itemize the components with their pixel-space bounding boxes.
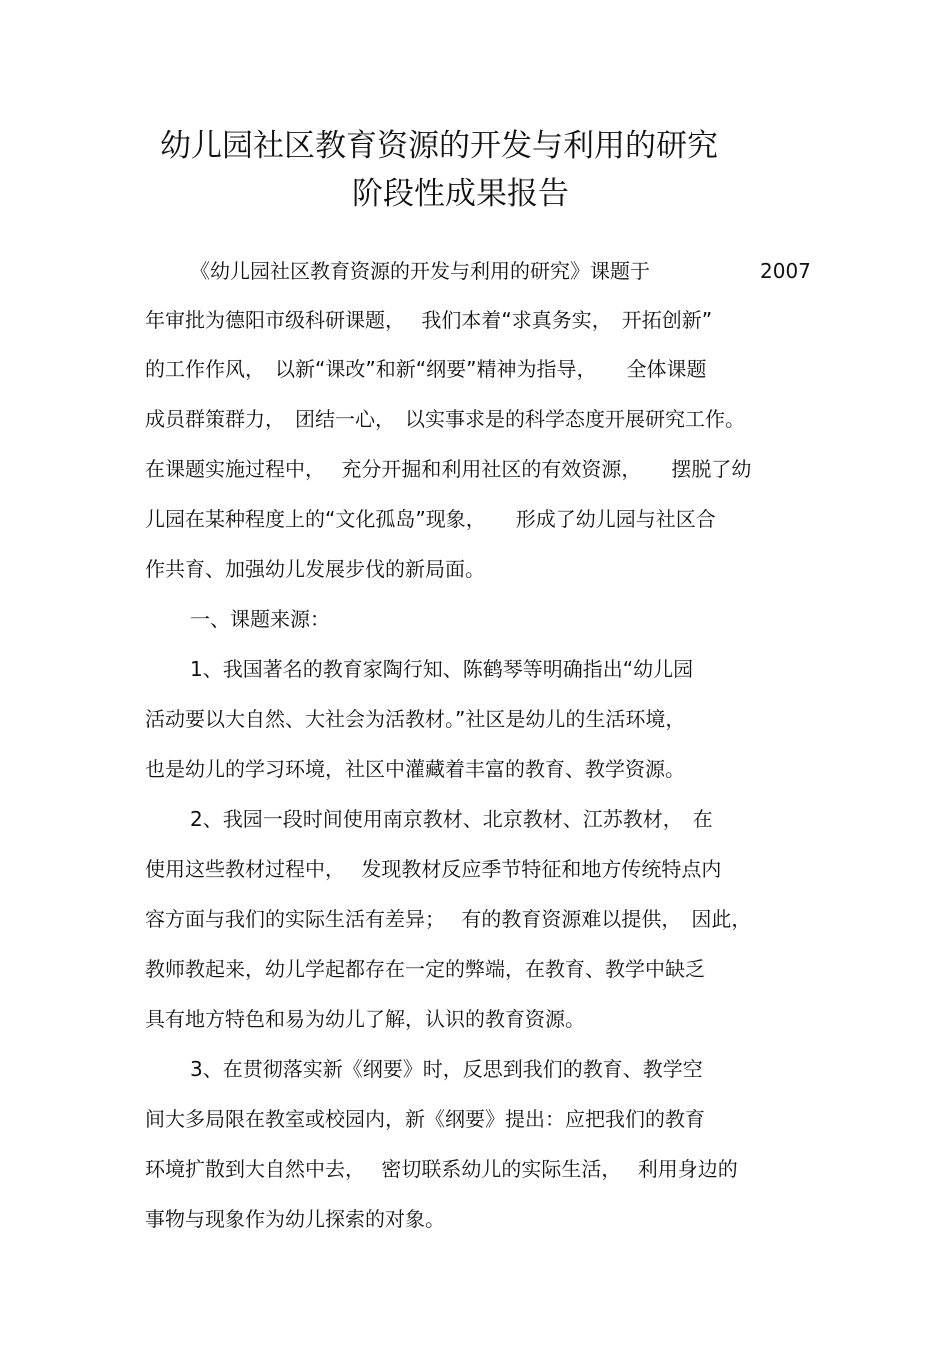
item-3-line-4: 事物与现象作为幼儿探索的对象。 <box>145 1207 445 1231</box>
section-1-heading: 一、课题来源： <box>190 607 330 631</box>
item-1-line-3: 也是幼儿的学习环境，社区中灌藏着丰富的教育、教学资源。 <box>145 757 685 781</box>
item-2-line-1: 2、我园一段时间使用南京教材、北京教材、江苏教材， 在 <box>190 807 713 831</box>
item-1-line-1: 1、我国著名的教育家陶行知、陈鹤琴等明确指出“幼儿园 <box>190 657 694 681</box>
item-1-line-2: 活动要以大自然、大社会为活教材。”社区是幼儿的生活环境， <box>145 707 686 731</box>
intro-line-3: 的工作作风， 以新“课改”和新“纲要”精神为指导， 全体课题 <box>145 357 707 381</box>
item-2-line-2: 使用这些教材过程中， 发现教材反应季节特征和地方传统特点内 <box>145 857 722 881</box>
item-3-line-2: 间大多局限在教室或校园内，新《纲要》提出：应把我们的教育 <box>145 1107 705 1131</box>
intro-line-6: 儿园在某种程度上的“文化孤岛”现象， 形成了幼儿园与社区合 <box>145 507 716 531</box>
intro-line-5: 在课题实施过程中， 充分开掘和利用社区的有效资源， 摆脱了幼 <box>145 457 752 481</box>
intro-year: 2007 <box>760 259 811 283</box>
document-title-line-2: 阶段性成果报告 <box>352 176 569 212</box>
intro-line-2: 年审批为德阳市级科研课题， 我们本着“求真务实， 开拓创新” <box>145 308 713 332</box>
document-title-line-1: 幼儿园社区教育资源的开发与利用的研究 <box>160 128 718 164</box>
intro-line-4: 成员群策群力， 团结一心， 以实事求是的科学态度开展研究工作。 <box>145 407 745 431</box>
intro-line-7: 作共育、加强幼儿发展步伐的新局面。 <box>145 557 485 581</box>
item-3-line-1: 3、在贯彻落实新《纲要》时，反思到我们的教育、教学空 <box>190 1057 703 1081</box>
item-3-line-3: 环境扩散到大自然中去， 密切联系幼儿的实际生活， 利用身边的 <box>145 1157 738 1181</box>
item-2-line-4: 教师教起来，幼儿学起都存在一定的弊端，在教育、教学中缺乏 <box>145 957 705 981</box>
item-2-line-5: 具有地方特色和易为幼儿了解，认识的教育资源。 <box>145 1007 585 1031</box>
item-2-line-3: 容方面与我们的实际生活有差异； 有的教育资源难以提供， 因此， <box>145 907 752 931</box>
intro-line-1: 《幼儿园社区教育资源的开发与利用的研究》课题于 <box>190 259 650 283</box>
